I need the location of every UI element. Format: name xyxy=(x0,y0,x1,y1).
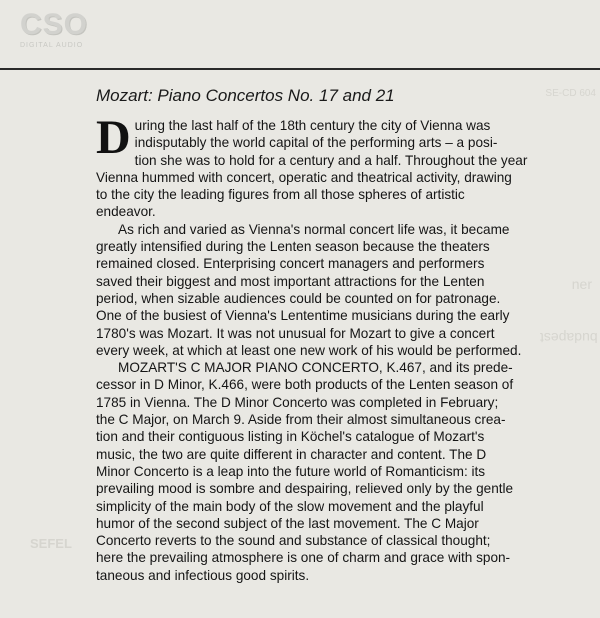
text-line: tion and their contiguous listing in Köchel's catalogue of Mozart's xyxy=(96,429,485,445)
text-line: humor of the second subject of the last movement. The C Major xyxy=(96,515,479,531)
text-line: simplicity of the main body of the slow movement and the playful xyxy=(96,498,484,514)
text-line: Vienna hummed with concert, operatic and theatrical activity, drawing xyxy=(96,169,512,185)
text-line: indisputably the world capital of the performing arts – a posi- xyxy=(134,135,498,151)
text-line: to the city the leading figures from all those spheres of artistic xyxy=(96,187,465,203)
bleed-through-text-bottom: SEFEL xyxy=(30,536,72,551)
text-line: MOZART'S C MAJOR PIANO CONCERTO, K.467, and its prede- xyxy=(118,360,513,376)
bleed-through-text-mid: ner xyxy=(571,276,592,292)
text-line: Concerto reverts to the sound and substance of classical thought; xyxy=(96,533,491,549)
text-line: uring the last half of the 18th century the city of Vienna was xyxy=(134,118,491,133)
logo-subtext: DIGITAL AUDIO xyxy=(20,42,84,49)
label-logo xyxy=(20,8,104,58)
logo-mark-text: CSO xyxy=(20,8,89,41)
text-line: cessor in D Minor, K.466, were both products of the Lenten season of xyxy=(96,377,514,393)
text-line: here the prevailing atmosphere is one of charm and grace with spon- xyxy=(96,550,511,566)
text-line: saved their biggest and most important attractions for the Lenten xyxy=(96,273,485,289)
text-line: taneous and infectious good spirits. xyxy=(96,567,310,583)
text-line: music, the two are quite different in character and content. The D xyxy=(96,446,487,462)
text-line: period, when sizable audiences could be counted on for patronage. xyxy=(96,290,501,306)
bleed-through-text-top: SE-CD 604 xyxy=(545,88,596,99)
text-line: 1785 in Vienna. The D Minor Concerto was completed in February; xyxy=(96,394,499,410)
text-line: the C Major, on March 9. Aside from their almost simultaneous crea- xyxy=(96,412,506,428)
paragraph-2 xyxy=(96,221,574,359)
text-line: every week, at which at least one new work of his would be performed. xyxy=(96,342,522,358)
text-line: remained closed. Enterprising concert managers and performers xyxy=(96,256,485,272)
text-line: One of the busiest of Vienna's Lententime musicians during the early xyxy=(96,308,510,324)
header-rule xyxy=(0,68,600,70)
text-line: prevailing mood is sombre and despairing, relieved only by the gentle xyxy=(96,481,514,497)
article-body xyxy=(96,111,574,584)
bleed-through-text-flipped: budapest xyxy=(540,330,598,346)
text-line: Minor Concerto is a leap into the future world of Romanticism: its xyxy=(96,463,486,479)
drop-cap: D xyxy=(96,111,131,164)
page-title: Mozart: Piano Concertos No. 17 and 21 xyxy=(96,86,395,105)
text-line: tion she was to hold for a century and a half. Throughout the year xyxy=(134,152,528,168)
text-line: 1780's was Mozart. It was not unusual for Mozart to give a concert xyxy=(96,325,495,341)
paragraph-1 xyxy=(96,111,574,221)
paragraph-3 xyxy=(96,359,574,584)
text-line: greatly intensified during the Lenten season because the theaters xyxy=(96,239,490,255)
text-line: endeavor. xyxy=(96,204,156,220)
text-line: As rich and varied as Vienna's normal concert life was, it became xyxy=(118,221,510,237)
